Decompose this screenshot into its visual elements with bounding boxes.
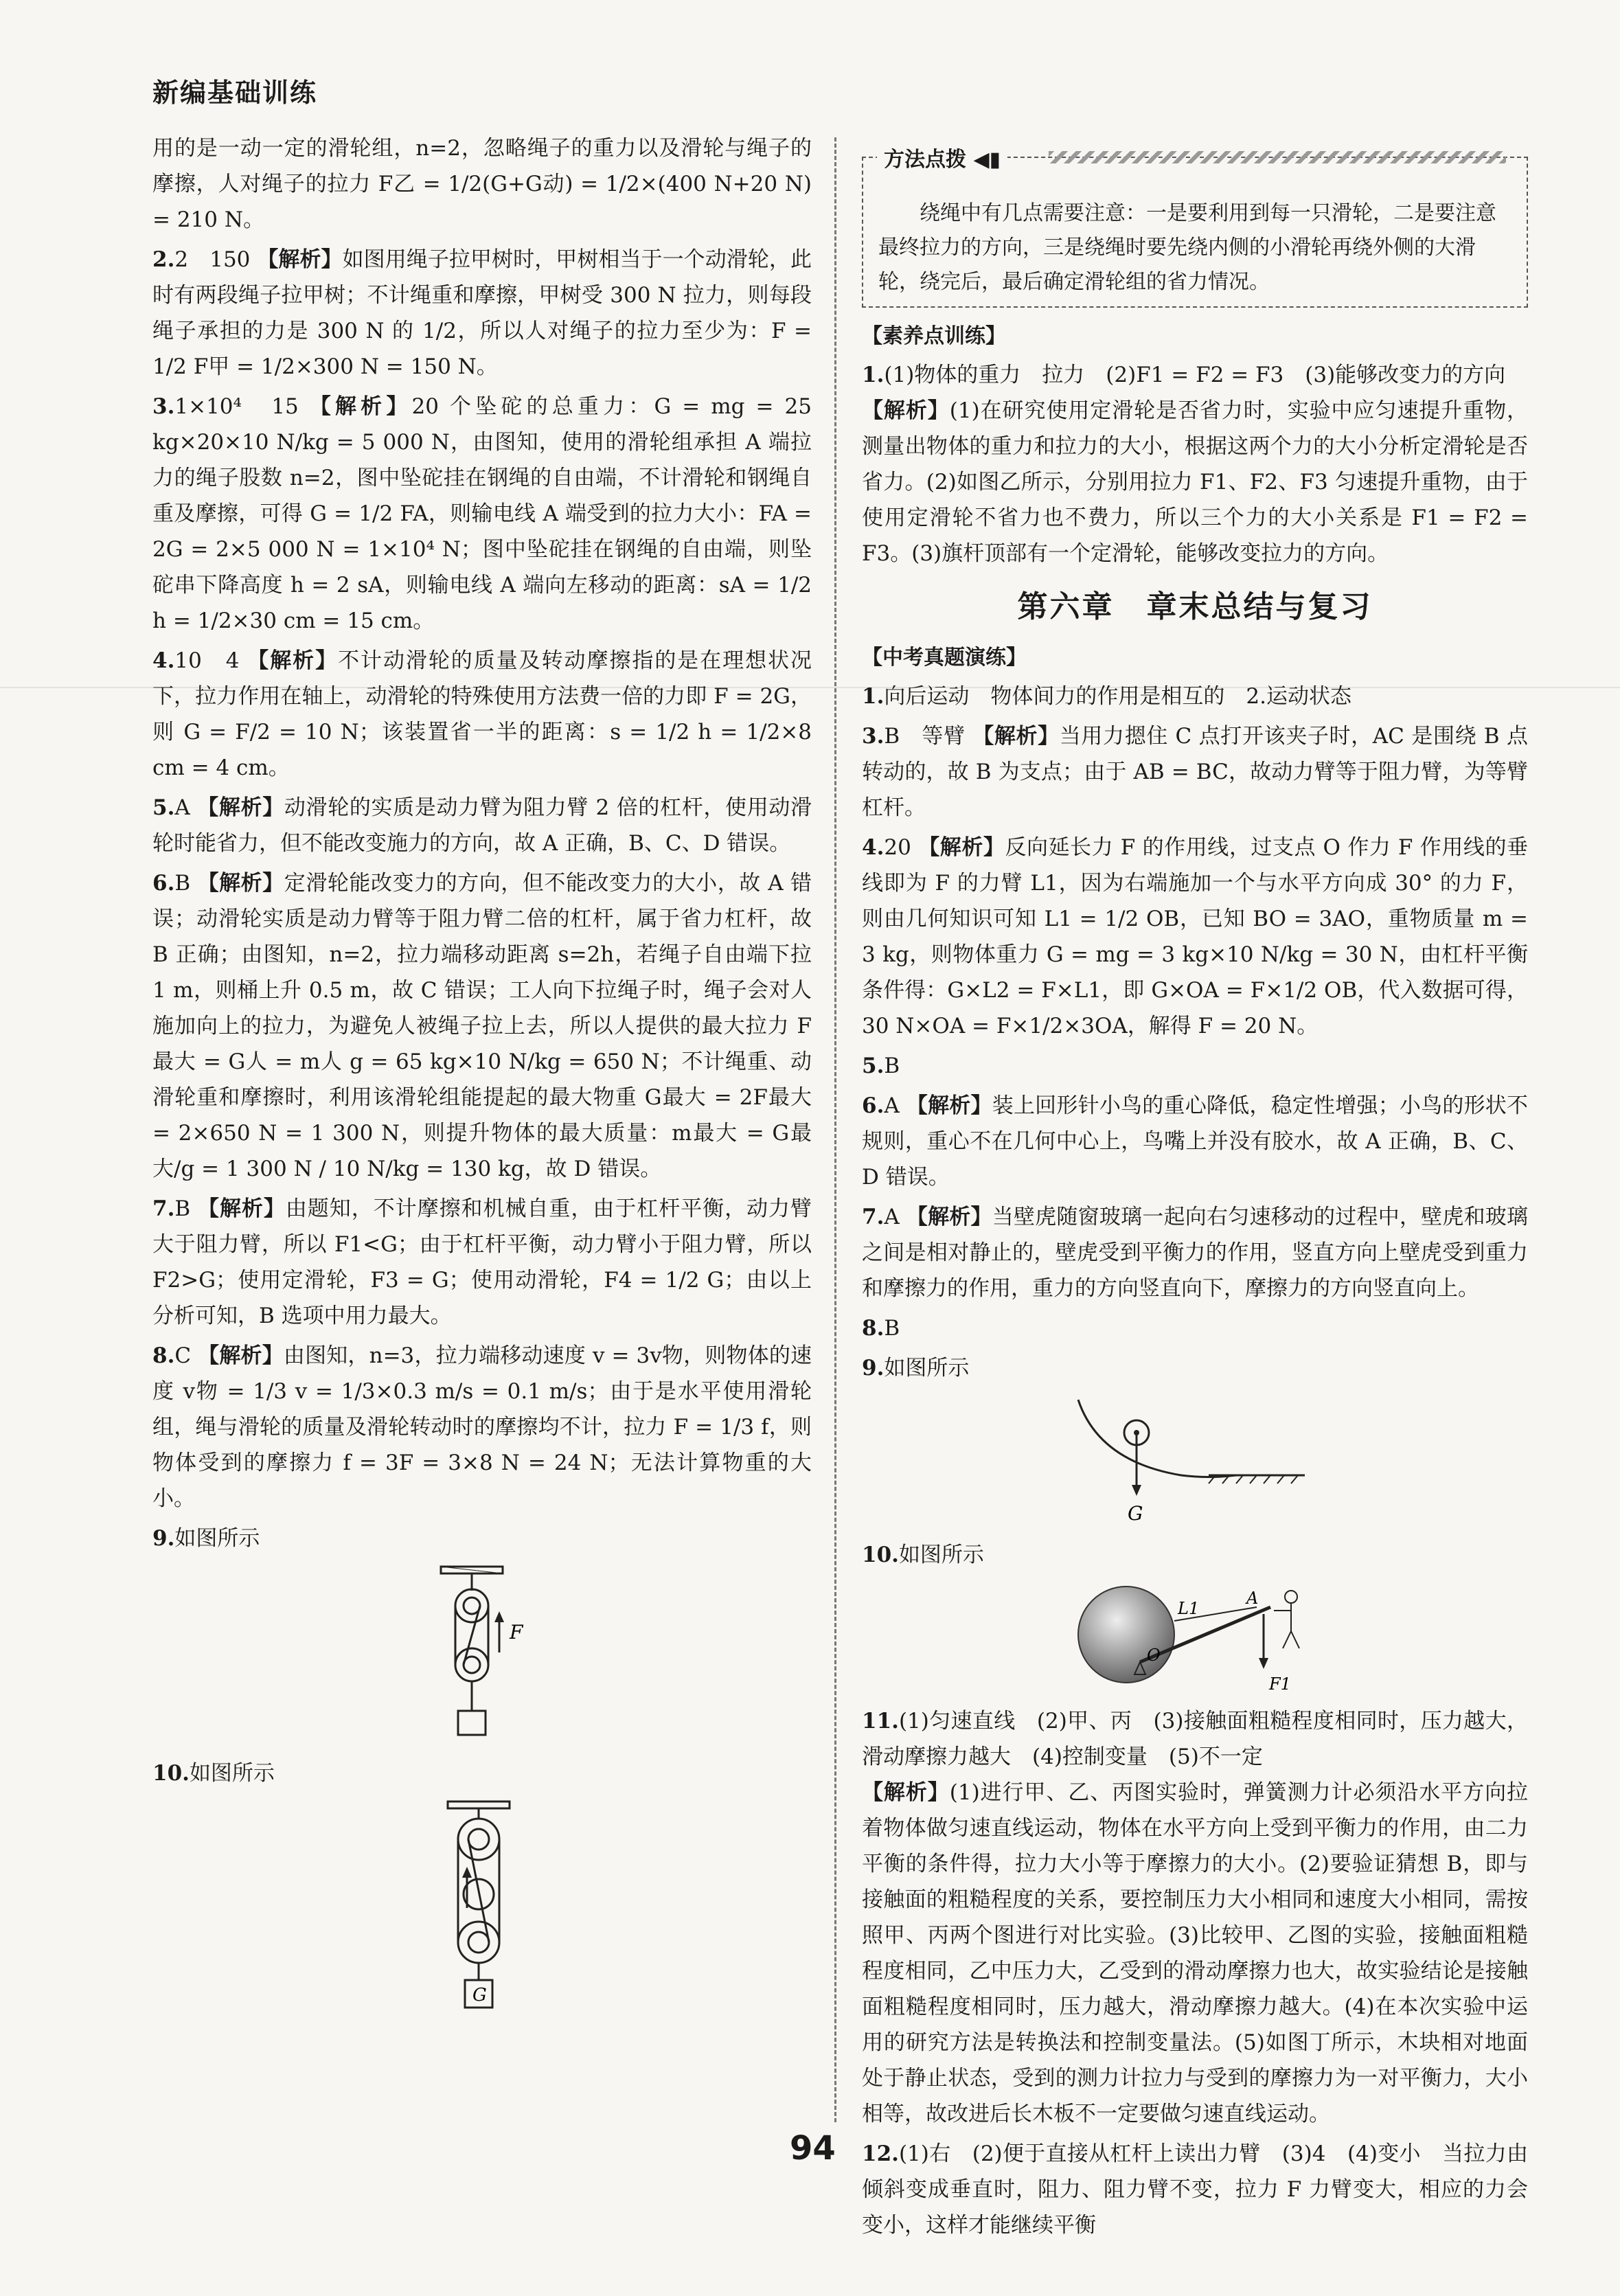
answer-5	[152, 790, 812, 861]
analysis-text: 当用力摁住 C 点打开该夹子时，AC 是围绕 B 点转动的，故 B 为支点；由于 AB = BC，故动力臂等于阻力臂，为等臂杠杆。	[862, 724, 1529, 820]
speaker-icon: ◀▮	[973, 148, 1001, 172]
analysis-tag: 【解析】	[247, 648, 339, 673]
answer-value: B	[174, 1196, 191, 1221]
answer-value: 2 150	[174, 247, 251, 272]
method-tip-title-text: 方法点拨	[884, 148, 966, 172]
question-number: 2.	[152, 247, 175, 272]
exam-answer-8	[862, 1310, 1528, 1346]
answer-value: 10 4	[174, 648, 240, 673]
left-column	[152, 130, 812, 2025]
analysis-tag: 【解析】	[257, 247, 343, 272]
question-number: 5.	[152, 795, 175, 820]
decorative-stripe	[1049, 151, 1506, 163]
right-column	[862, 148, 1529, 2247]
analysis-text: 动滑轮的实质是动力臂为阻力臂 2 倍的杠杆，使用动滑轮时能省力，但不能改变施力的方向，故 A 正确，B、C、D 错误。	[152, 795, 812, 856]
answer-value: A	[884, 1205, 900, 1229]
analysis-text: (1)进行甲、乙、丙图实验时，弹簧测力计必须沿水平方向拉着物体做匀速直线运动，物体在水平方向上受到平衡力的作用，由二力平衡的条件得，拉力大小等于摩擦力的大小。(2)要验证猜想 B，即与接触面的粗糙程度的关系，要控制压力大小相同和速度大小相同，需按照甲、丙两个图进行对比实验。(3)比较甲、乙图的实验，接触面粗糙程度相同，乙中压力大，乙受到的滑动摩擦力也大，故实验结论是接触面粗糙程度相同时，压力越大，滑动摩擦力越大。(4)在本次实验中运用的研究方法是转换法和控制变量法。(5)如图丁所示，木块相对地面处于静止状态，受到的测力计拉力与受到的摩擦力为一对平衡力，大小相等，故改进后长木板不一定要做匀速直线运动。	[862, 1780, 1529, 2126]
question-number: 6.	[862, 1093, 885, 1118]
exam-answer-7	[862, 1199, 1528, 1306]
analysis-tag: 【解析】	[918, 835, 1005, 860]
answer-6	[152, 865, 812, 1187]
analysis-text: 不计动滑轮的质量及转动摩擦指的是在理想状况下，拉力作用在轴上，动滑轮的特殊使用方法费一倍的力即 F = 2G，则 G = F/2 = 10 N；该装置省一半的距离：s = 1/2 h = 1/2×8 cm = 4 cm。	[152, 648, 812, 780]
answer-text: B	[884, 1054, 900, 1078]
exam-answer-11	[862, 1703, 1528, 2132]
exam-answer-3	[862, 718, 1528, 826]
analysis-tag: 【解析】	[197, 1196, 286, 1221]
answer-text: 如图所示	[898, 1543, 984, 1567]
pulley-figure-10	[413, 1798, 551, 2018]
answer-text: B	[884, 1316, 900, 1341]
book-header: 新编基础训练	[152, 78, 318, 108]
analysis-text: 反向延长力 F 的作用线，过支点 O 作力 F 作用线的垂线即为 F 的力臂 L1，因为右端施加一个与水平方向成 30° 的力 F，则由几何知识可知 L1 = 1/2 OB，已知 BO = 3AO，重物质量 m = 3 kg，则物体重力 G = mg = 3 kg×10 N/kg = 30 N，由杠杆平衡条件得：G×L2 = F×L1，即 G×OA = F×1/2 OB，代入数据可得，30 N×OA = F×1/2×3OA，解得 F = 20 N。	[862, 835, 1528, 1038]
analysis-tag: 【解析】	[862, 398, 950, 423]
question-number: 5.	[862, 1054, 885, 1078]
answer-text: 如图所示	[174, 1526, 260, 1551]
answer-value: B 等臂	[884, 724, 966, 749]
question-number: 12.	[862, 2141, 899, 2166]
chapter-title: 第六章 章末总结与复习	[1017, 589, 1373, 624]
section-label-exam: 【中考真题演练】	[862, 646, 1027, 670]
column-divider	[834, 137, 836, 2122]
answer-10	[152, 1755, 812, 1791]
analysis-text: 如图用绳子拉甲树时，甲树相当于一个动滑轮，此时有两段绳子拉甲树；不计绳重和摩擦，甲树受 300 N 拉力，则每段绳子承担的力是 300 N 的 1/2，所以人对绳子的拉力至少为：F = 1/2 F甲 = 1/2×300 N = 150 N。	[152, 247, 812, 379]
answer-2	[152, 242, 812, 385]
analysis-text: 由题知，不计摩擦和机械自重，由于杠杆平衡，动力臂大于阻力臂，所以 F1<G；由于杠杆平衡，动力臂小于阻力臂，所以 F2>G；使用定滑轮，F3 = G；使用动滑轮，F4 = 1/2 G；由以上分析可知，B 选项中用力最大。	[152, 1196, 812, 1328]
exam-answer-6	[862, 1088, 1528, 1195]
exam-answer-12	[862, 2136, 1528, 2243]
analysis-tag: 【解析】	[197, 795, 284, 820]
answer-value: 1×10⁴ 15	[174, 394, 299, 419]
answer-3	[152, 389, 812, 639]
answer-value: B	[174, 871, 191, 896]
method-tip-box	[862, 148, 1528, 308]
answer-8	[152, 1338, 812, 1516]
method-tip-title	[877, 143, 1007, 177]
answer-value: A	[884, 1093, 900, 1118]
ball-slope-figure-9	[1071, 1393, 1319, 1530]
answer-value: A	[174, 795, 190, 820]
pulley-figure-9	[413, 1563, 551, 1749]
lever-figure-10	[1071, 1580, 1319, 1696]
analysis-tag: 【解析】	[906, 1093, 992, 1118]
method-tip-text: 绕绳中有几点需要注意：一是要利用到每一只滑轮，二是要注意最终拉力的方向，三是绕绳时要先绕内侧的小滑轮再绕外侧的大滑轮，绕完后，最后确定滑轮组的省力情况。	[878, 201, 1496, 294]
exam-answer-4	[862, 830, 1528, 1044]
question-number: 8.	[862, 1316, 885, 1341]
analysis-tag: 【解析】	[198, 1343, 284, 1368]
answer-value: 20	[884, 835, 911, 860]
weight-label-g: G	[472, 1985, 487, 2005]
answer-value: (1)物体的重力 拉力 (2)F1 = F2 = F3 (3)能够改变力的方向	[884, 363, 1506, 387]
question-number: 11.	[862, 1709, 899, 1734]
answer-text: 如图所示	[189, 1761, 275, 1786]
analysis-text: 20 个坠砣的总重力：G = mg = 25 kg×20×10 N/kg = 5 000 N，由图知，使用的滑轮组承担 A 端拉力的绳子股数 n=2，图中坠砣挂在钢绳的自由端，不计滑轮和钢绳自重及摩擦，可得 G = 1/2 FA，则输电线 A 端受到的拉力大小：FA = 2G = 2×5 000 N = 1×10⁴ N；图中坠砣挂在钢绳的自由端，则坠砣串下降高度 h = 2 sA，则输电线 A 端向左移动的距离：sA = 1/2 h = 1/2×30 cm = 15 cm。	[152, 394, 812, 633]
point-label-a: A	[1246, 1589, 1259, 1608]
question-number: 10.	[152, 1761, 190, 1786]
exam-answer-5	[862, 1048, 1528, 1084]
answer-text: 向后运动 物体间力的作用是相互的 2.运动状态	[884, 684, 1351, 709]
question-number: 10.	[862, 1543, 899, 1567]
question-number: 3.	[152, 394, 175, 419]
answer-text: (1)右 (2)便于直接从杠杆上读出力臂 (3)4 (4)变小 当拉力由倾斜变成垂直时，阻力、阻力臂不变，拉力 F 力臂变大，相应的力会变小，这样才能继续平衡	[862, 2141, 1528, 2238]
section-label-literacy: 【素养点训练】	[862, 324, 1006, 348]
analysis-tag: 【解析】	[197, 871, 284, 896]
pivot-label-o: O	[1147, 1646, 1161, 1665]
analysis-text: 由图知，n=3，拉力端移动速度 v = 3v物，则物体的速度 v物 = 1/3 v = 1/3×0.3 m/s = 0.1 m/s；由于是水平使用滑轮组，绳与滑轮的质量及滑轮转动时的摩擦均不计，拉力 F = 1/3 f，则物体受到的摩擦力 f = 3F = 3×8 N = 24 N；无法计算物重的大小。	[152, 1343, 812, 1511]
question-number: 8.	[152, 1343, 175, 1368]
question-number: 7.	[152, 1196, 175, 1221]
answer-text: 如图所示	[884, 1356, 970, 1380]
literacy-answer-1	[862, 357, 1528, 571]
exam-answer-10	[862, 1537, 1528, 1573]
question-number: 9.	[862, 1356, 885, 1380]
weight-label-g: G	[1128, 1502, 1143, 1525]
question-number: 3.	[862, 724, 885, 749]
question-number: 4.	[152, 648, 175, 673]
question-number: 4.	[862, 835, 885, 860]
answer-7	[152, 1191, 812, 1334]
exam-answer-1	[862, 679, 1528, 714]
question-number: 1.	[862, 684, 885, 709]
analysis-text: 装上回形针小鸟的重心降低，稳定性增强；小鸟的形状不规则，重心不在几何中心上，鸟嘴上并没有胶水，故 A 正确，B、C、D 错误。	[862, 1093, 1529, 1190]
analysis-tag: 【解析】	[862, 1780, 950, 1805]
question-number: 6.	[152, 871, 175, 896]
analysis-text: 当壁虎随窗玻璃一起向右匀速移动的过程中，壁虎和玻璃之间是相对静止的，壁虎受到平衡力的作用，竖直方向上壁虎受到重力和摩擦力的作用，重力的方向竖直向下，摩擦力的方向竖直向上。	[862, 1205, 1529, 1301]
analysis-text: (1)在研究使用定滑轮是否省力时，实验中应匀速提升重物，测量出物体的重力和拉力的大小，根据这两个力的大小分析定滑轮是否省力。(2)如图乙所示，分别用拉力 F1、F2、F3 匀速提升重物，由于使用定滑轮不省力也不费力，所以三个力的大小关系是 F1 = F2 = F3。(3)旗杆顶部有一个定滑轮，能够改变拉力的方向。	[862, 398, 1529, 566]
answer-9	[152, 1521, 812, 1556]
answer-value: (1)匀速直线 (2)甲、丙 (3)接触面粗糙程度相同时，压力越大，滑动摩擦力越大 (4)控制变量 (5)不一定	[862, 1709, 1528, 1769]
exam-answer-9	[862, 1350, 1528, 1386]
analysis-tag: 【解析】	[906, 1205, 992, 1229]
analysis-text: 定滑轮能改变力的方向，但不能改变力的大小，故 A 错误；动滑轮实质是动力臂等于阻力臂二倍的杠杆，属于省力杠杆，故 B 正确；由图知，n=2，拉力端移动距离 s=2h，若绳子自由端下拉 1 m，则桶上升 0.5 m，故 C 错误；工人向下拉绳子时，绳子会对人施加向上的拉力，为避免人被绳子拉上去，所以人提供的最大拉力 F最大 = G人 = m人 g = 65 kg×10 N/kg = 650 N；不计绳重、动滑轮重和摩擦时，利用该滑轮组能提起的最大物重 G最大 = 2F最大 = 2×650 N = 1 300 N，则提升物体的最大质量：m最大 = G最大/g = 1 300 N / 10 N/kg = 130 kg，故 D 错误。	[152, 871, 812, 1181]
answer-value: C	[174, 1343, 192, 1368]
analysis-tag: 【解析】	[972, 724, 1060, 749]
question-number: 9.	[152, 1526, 175, 1551]
force-label-f: F	[510, 1621, 523, 1644]
arm-label-l1: L1	[1178, 1599, 1200, 1618]
question-number: 1.	[862, 363, 885, 387]
force-label-f1: F1	[1269, 1674, 1291, 1694]
analysis-tag: 【解析】	[309, 394, 412, 419]
answer-4	[152, 643, 812, 786]
page-number: 94	[790, 2129, 836, 2168]
question-number: 7.	[862, 1205, 885, 1229]
answer-continued: 用的是一动一定的滑轮组，n=2，忽略绳子的重力以及滑轮与绳子的摩擦，人对绳子的拉力 F乙 = 1/2(G+G动) = 1/2×(400 N+20 N) = 210 N。	[152, 136, 812, 232]
